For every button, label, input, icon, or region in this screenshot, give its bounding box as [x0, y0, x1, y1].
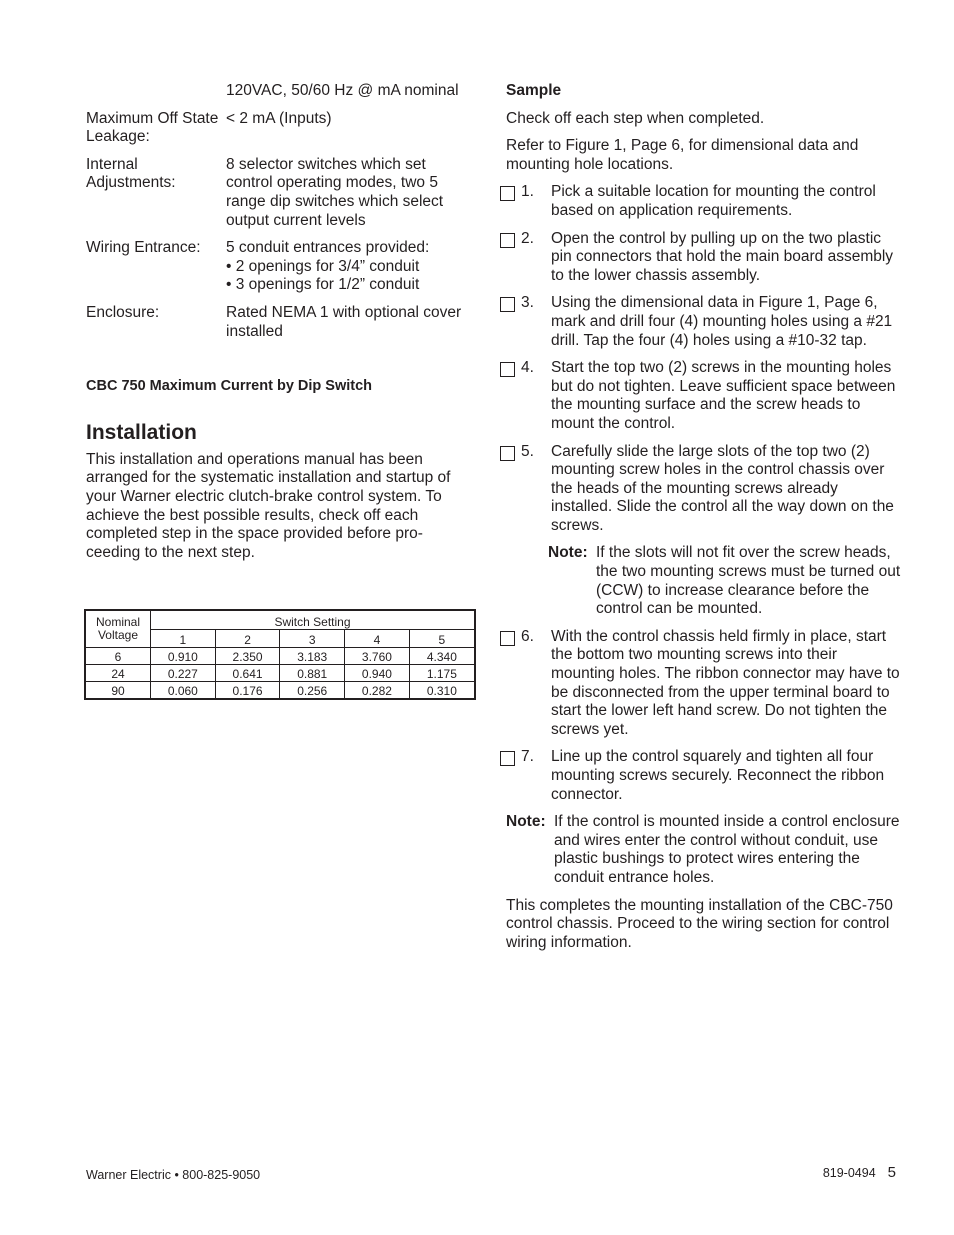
final-note — [506, 813, 901, 887]
column-header: 3 — [280, 630, 345, 648]
step-5-note — [548, 544, 901, 618]
table-cell: 0.910 — [151, 648, 216, 665]
spec-label: Maximum Off State Leakage: — [86, 109, 219, 146]
table-cell: 6 — [85, 648, 151, 665]
step-5 — [506, 443, 901, 536]
refer-instruction: Refer to Figure 1, Page 6, for dimensional data and mounting hole locations. — [506, 137, 859, 173]
table-cell: 1.175 — [409, 665, 475, 682]
spec-value-line: Rated NEMA 1 with optional cover installed — [226, 303, 462, 340]
spec-value — [226, 304, 471, 341]
step-text: Using the dimensional data in Figure 1, Page 6, mark and drill four (4) mounting holes using a #21 drill. Tap the four (4) holes using a #10-32 tap. — [551, 294, 893, 349]
step-2 — [506, 230, 901, 286]
spec-label: Wiring Entrance: — [86, 239, 201, 257]
step-checkbox[interactable] — [500, 297, 515, 312]
table-row — [85, 682, 475, 700]
table-cell: 0.227 — [151, 665, 216, 682]
table-cell: 90 — [85, 682, 151, 700]
table-caption: CBC 750 Maximum Current by Dip Switch — [86, 378, 373, 395]
sample-title: Sample — [506, 82, 562, 99]
table-cell: 3.760 — [345, 648, 410, 665]
table-cell: 4.340 — [409, 648, 475, 665]
table-cell: 24 — [85, 665, 151, 682]
spec-row-enclosure — [86, 304, 471, 341]
spec-label: Internal Adjustments: — [86, 155, 176, 192]
step-text: Pick a suitable location for mounting the control based on application requirements. — [551, 183, 876, 219]
right-column — [506, 82, 901, 961]
column-header: 5 — [409, 630, 475, 648]
step-checkbox[interactable] — [500, 233, 515, 248]
voltage-header: Nominal Voltage — [85, 610, 151, 648]
spec-label: Enclosure: — [86, 303, 160, 321]
column-header: 4 — [345, 630, 410, 648]
note-label: Note: — [506, 813, 546, 831]
spec-row-power — [86, 82, 471, 101]
spec-value — [226, 110, 471, 147]
spec-label — [86, 82, 226, 101]
step-checkbox[interactable] — [500, 362, 515, 377]
spec-value — [226, 82, 471, 101]
step-checkbox[interactable] — [500, 446, 515, 461]
step-4 — [506, 359, 901, 433]
section-title: Installation — [86, 420, 197, 444]
step-number: 4. — [521, 359, 534, 377]
table-cell: 0.940 — [345, 665, 410, 682]
table-row — [85, 665, 475, 682]
footer-company: Warner Electric • 800-825-9050 — [86, 1168, 261, 1182]
table-row — [85, 648, 475, 665]
spec-value-line: 8 selector switches which set control operating modes, two 5 range dip switches which select output current levels — [226, 155, 444, 229]
step-3 — [506, 294, 901, 350]
spec-value — [226, 156, 471, 230]
note-label: Note: — [548, 544, 588, 562]
switch-setting-header: Switch Setting — [151, 610, 476, 630]
table-cell: 0.060 — [151, 682, 216, 700]
step-checkbox[interactable] — [500, 186, 515, 201]
step-7 — [506, 748, 901, 804]
switch-table — [84, 609, 476, 700]
step-number: 1. — [521, 183, 534, 201]
table-cell: 0.176 — [215, 682, 280, 700]
table-cell: 3.183 — [280, 648, 345, 665]
spec-row-wiring — [86, 239, 471, 295]
spec-value-line: • 2 openings for 3/4” conduit — [226, 257, 420, 275]
installation-intro: This installation and operations manual has been arranged for the systematic installation and startup of your Warner electric clutch-brake control system. To achieve the best possible results, check off each completed step in the space provided before pro-ceeding to the next step. — [86, 450, 451, 561]
table-cell: 0.641 — [215, 665, 280, 682]
step-number: 5. — [521, 442, 534, 460]
step-number: 6. — [521, 627, 534, 645]
step-1 — [506, 183, 901, 220]
page-number: 5 — [887, 1164, 896, 1181]
table-cell: 0.282 — [345, 682, 410, 700]
note-text: If the control is mounted inside a control enclosure and wires enter the control without conduit, use plastic bushings to protect wires entering the conduit entrance holes. — [554, 813, 900, 886]
spec-row-adjustments — [86, 156, 471, 230]
spec-value-line: < 2 mA (Inputs) — [226, 109, 332, 127]
closing-paragraph: This completes the mounting installation of the CBC-750 control chassis. Proceed to the wiring section for control wiring information. — [506, 896, 893, 951]
column-header: 1 — [151, 630, 216, 648]
table-cell: 0.256 — [280, 682, 345, 700]
left-column — [86, 82, 471, 562]
note-text: If the slots will not fit over the screw heads, the two mounting screws must be turned out (CCW) to increase clearance before the control can be mounted. — [596, 544, 901, 618]
step-text: Carefully slide the large slots of the top two (2) mounting screw holes in the control chassis over the heads of the mounting screws already installed. Slide the control all the way down on the screws. — [551, 442, 894, 534]
spec-value-line: 5 conduit entrances provided: — [226, 239, 430, 257]
spec-value-line: • 3 openings for 1/2” conduit — [226, 276, 420, 294]
step-6 — [506, 628, 901, 740]
step-number: 2. — [521, 229, 534, 247]
table-cell: 2.350 — [215, 648, 280, 665]
step-checkbox[interactable] — [500, 631, 515, 646]
spec-value — [226, 239, 471, 295]
step-number: 7. — [521, 748, 534, 766]
step-text: With the control chassis held firmly in place, start the bottom two mounting screws into their mounting holes. The ribbon connector may have to be disconnected from the upper terminal board to start the lower left hand screw. Do not tighten the screws yet. — [551, 627, 900, 738]
table-cell: 0.310 — [409, 682, 475, 700]
step-text: Open the control by pulling up on the two plastic pin connectors that hold the main board assembly to the lower chassis assembly. — [551, 229, 894, 284]
step-checkbox[interactable] — [500, 751, 515, 766]
step-text: Start the top two (2) screws in the mounting holes but do not tighten. Leave sufficient space between the mounting surface and the screw heads to mount the control. — [551, 359, 896, 432]
table-cell: 0.881 — [280, 665, 345, 682]
footer-right — [823, 1164, 896, 1183]
column-header: 2 — [215, 630, 280, 648]
doc-number: 819-0494 — [822, 1166, 876, 1180]
spec-row-leakage — [86, 110, 471, 147]
check-instruction: Check off each step when completed. — [506, 109, 765, 127]
spec-value-line: 120VAC, 50/60 Hz @ mA nominal — [226, 82, 459, 99]
spec-list — [86, 82, 471, 341]
step-text: Line up the control squarely and tighten all four mounting screws securely. Reconnect the ribbon connector. — [551, 748, 885, 803]
step-number: 3. — [521, 294, 534, 312]
